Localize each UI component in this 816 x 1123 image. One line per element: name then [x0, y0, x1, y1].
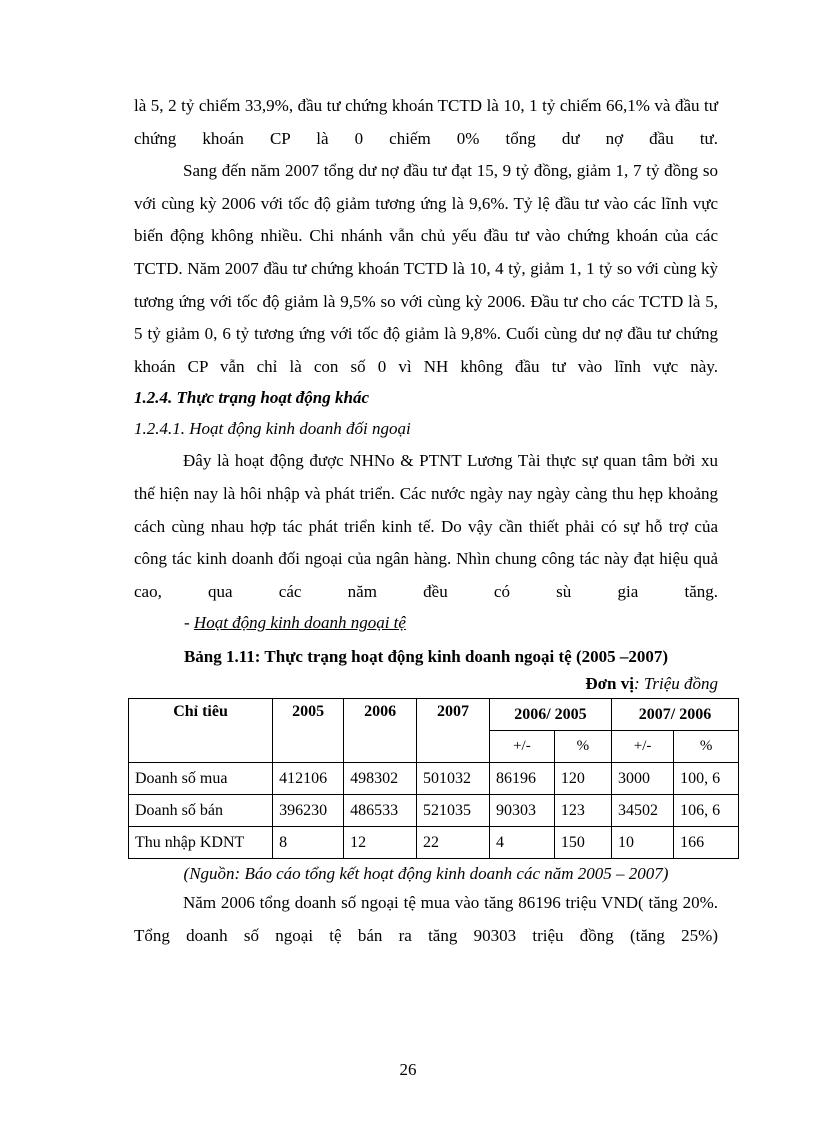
cell: 412106: [273, 763, 344, 795]
section-heading-1-2-4-1: 1.2.4.1. Hoạt động kinh doanh đối ngoại: [134, 419, 411, 439]
cell: 8: [273, 827, 344, 859]
paragraph-investment-2006: là 5, 2 tỷ chiếm 33,9%, đầu tư chứng khoán TCTD là 10, 1 tỷ chiếm 66,1% và đầu tư chứng khoán CP là 0 chiếm 0% tổng dư nợ đầu tư.: [134, 96, 718, 148]
header-indicator: Chỉ tiêu: [129, 699, 273, 763]
subheader-diff-1: +/-: [489, 731, 554, 763]
subheader-pct-1: %: [554, 731, 611, 763]
unit-line: [134, 670, 718, 698]
header-2007-2006: 2007/ 2006: [611, 699, 738, 731]
cell: 90303: [489, 795, 554, 827]
page-content: [134, 90, 721, 953]
cell: 501032: [417, 763, 490, 795]
table-caption: Bảng 1.11: Thực trạng hoạt động kinh doanh ngoại tệ (2005 –2007): [183, 647, 669, 667]
header-2006-2005: 2006/ 2005: [489, 699, 611, 731]
cell: 12: [344, 827, 417, 859]
cell: 34502: [611, 795, 673, 827]
cell: 86196: [489, 763, 554, 795]
page-number: 26: [399, 1060, 417, 1079]
cell: 498302: [344, 763, 417, 795]
cell: 4: [489, 827, 554, 859]
cell: 120: [554, 763, 611, 795]
cell: 123: [554, 795, 611, 827]
header-2006: 2006: [344, 699, 417, 763]
foreign-currency-table: [128, 698, 739, 859]
header-2005: 2005: [273, 699, 344, 763]
cell: 521035: [417, 795, 490, 827]
cell: 100, 6: [674, 763, 739, 795]
cell: 396230: [273, 795, 344, 827]
table-header-row: [129, 699, 739, 731]
table-row: [129, 795, 739, 827]
cell: 3000: [611, 763, 673, 795]
header-2007: 2007: [417, 699, 490, 763]
cell: 10: [611, 827, 673, 859]
cell: 106, 6: [674, 795, 739, 827]
paragraph-2006-summary: Năm 2006 tổng doanh số ngoại tệ mua vào tăng 86196 triệu VND( tăng 20%. Tổng doanh số ngoại tệ bán ra tăng 90303 triệu đồng (tăng 25%): [134, 893, 718, 945]
table-row: [129, 763, 739, 795]
row-label: Doanh số bán: [129, 795, 273, 827]
unit-label: Đơn vị: [585, 674, 634, 694]
sub-heading-dash: -: [184, 613, 194, 633]
table-row: [129, 827, 739, 859]
subheader-diff-2: +/-: [611, 731, 673, 763]
paragraph-investment-2007: Sang đến năm 2007 tổng dư nợ đầu tư đạt 15, 9 tỷ đồng, giảm 1, 7 tỷ đồng so với cùng kỳ 2006 với tốc độ giảm tương ứng là 9,6%. Tỷ lệ đầu tư vào các lĩnh vực biến động không nhiều. Chi nhánh vẫn chủ yếu đầu tư vào chứng khoán của các TCTD. Năm 2007 đầu tư chứng khoán TCTD là 10, 4 tỷ, giảm 1, 1 tỷ so với cùng kỳ tương ứng với tốc độ giảm là 9,5% so với cùng kỳ 2006. Đầu tư cho các TCTD là 5, 5 tỷ giảm 0, 6 tỷ tương ứng với tốc độ giảm là 9,8%. Cuối cùng dư nợ đầu tư chứng khoán CP vẫn chỉ là con số 0 vì NH không đầu tư vào lĩnh vực này.: [134, 161, 718, 376]
paragraph-foreign-business: Đây là hoạt động được NHNo & PTNT Lương Tài thực sự quan tâm bởi xu thế hiện nay là hôi nhập và phát triển. Các nước ngày nay ngày càng thu hẹp khoảng cách cùng nhau hợp tác phát triển kinh tế. Do vậy cần thiết phải có sự hỗ trợ của công tác kinh doanh đối ngoại của ngân hàng. Nhìn chung công tác này đạt hiệu quả cao, qua các năm đều có sù gia tăng.: [134, 451, 718, 601]
subheader-pct-2: %: [674, 731, 739, 763]
cell: 150: [554, 827, 611, 859]
table-source-note: (Nguồn: Báo cáo tổng kết hoạt động kinh doanh các năm 2005 – 2007): [183, 864, 669, 884]
row-label: Doanh số mua: [129, 763, 273, 795]
section-heading-1-2-4: 1.2.4. Thực trạng hoạt động khác: [134, 388, 369, 408]
unit-value: : Triệu đồng: [633, 674, 718, 694]
row-label: Thu nhập KDNT: [129, 827, 273, 859]
sub-heading: [134, 608, 718, 638]
cell: 486533: [344, 795, 417, 827]
cell: 22: [417, 827, 490, 859]
sub-heading-text: Hoạt động kinh doanh ngoại tệ: [193, 613, 406, 633]
cell: 166: [674, 827, 739, 859]
